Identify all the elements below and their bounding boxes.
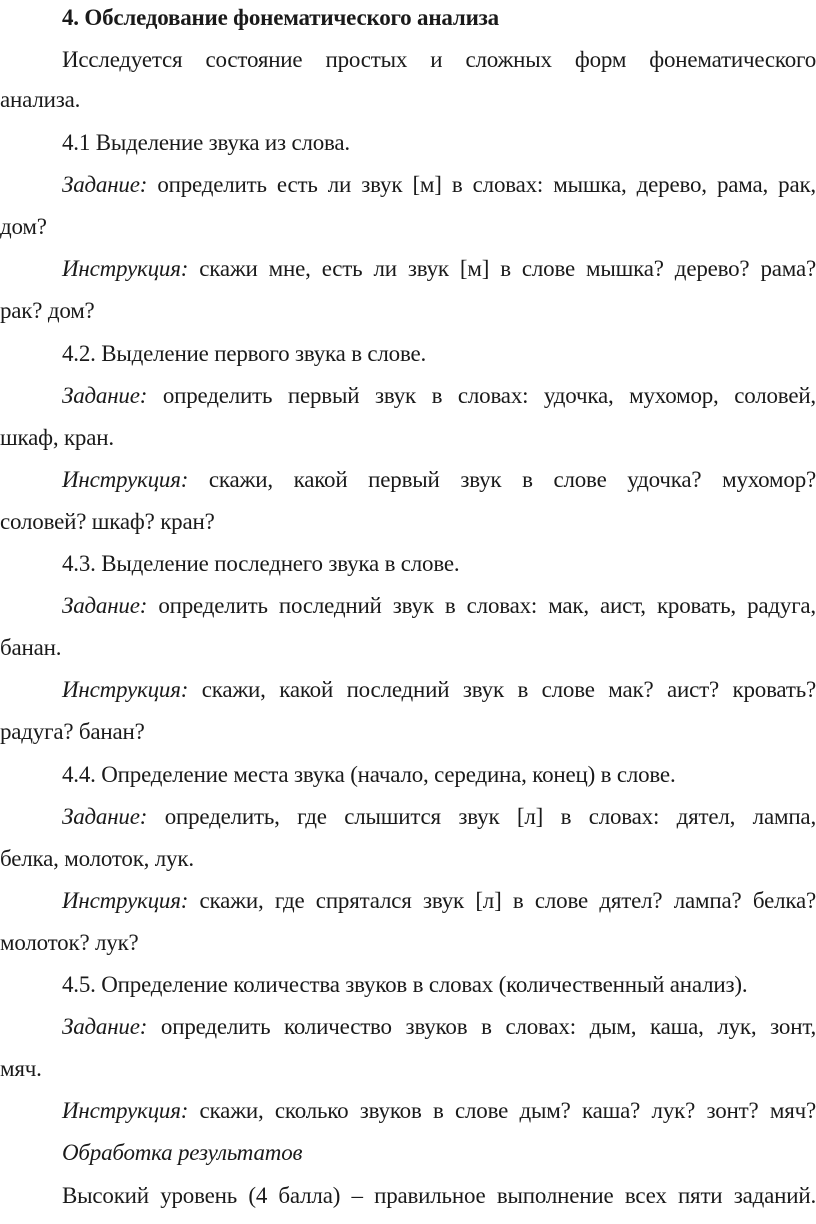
task-text: определить, где слышится звук [л] в словах: дятел, лампа, (164, 804, 816, 829)
task-text: определить количество звуков в словах: дым, каша, лук, зонт, (160, 1014, 816, 1039)
task-text: определить последний звук в словах: мак, аист, кровать, радуга, (158, 593, 816, 618)
instruction-4-4-line-1 (62, 887, 816, 915)
instruction-4-1-line-2: рак? дом? (0, 298, 95, 323)
instruction-4-3-line-2: радуга? банан? (0, 719, 145, 744)
instruction-4-1-line-1 (62, 255, 816, 283)
task-label: Задание: (62, 593, 148, 618)
task-4-1-line-1 (62, 171, 816, 199)
subsection-title-4-3: 4.3. Выделение последнего звука в слове. (62, 551, 460, 576)
instruction-4-2-line-2: соловей? шкаф? кран? (0, 509, 215, 534)
task-text: определить первый звук в словах: удочка, мухомор, соловей, (162, 383, 816, 408)
subsection-title-4-4: 4.4. Определение места звука (начало, середина, конец) в слове. (62, 762, 676, 787)
instruction-text: скажи мне, есть ли звук [м] в слове мышка? дерево? рама? (199, 256, 816, 281)
instruction-4-3-line-1 (62, 676, 816, 704)
high-level-criterion: Высокий уровень (4 балла) – правильное выполнение всех пяти заданий. (62, 1183, 816, 1208)
intro-text-line-2: анализа. (0, 87, 81, 112)
instruction-label: Инструкция: (62, 677, 189, 702)
instruction-text: скажи, какой последний звук в слове мак? аист? кровать? (201, 677, 816, 702)
task-text: определить есть ли звук [м] в словах: мышка, дерево, рама, рак, (157, 172, 816, 197)
instruction-label: Инструкция: (62, 1098, 189, 1123)
processing-results-title: Обработка результатов (62, 1140, 303, 1165)
task-4-4-line-2: белка, молоток, лук. (0, 846, 194, 871)
task-label: Задание: (62, 172, 148, 197)
task-label: Задание: (62, 1014, 148, 1039)
instruction-4-5-line-1 (62, 1097, 816, 1125)
task-4-2-line-2: шкаф, кран. (0, 425, 114, 450)
task-4-3-line-1 (62, 592, 816, 620)
task-4-1-line-2: дом? (0, 214, 47, 239)
section-heading: 4. Обследование фонематического анализа (62, 5, 499, 30)
task-4-2-line-1 (62, 382, 816, 410)
subsection-title-4-2: 4.2. Выделение первого звука в слове. (62, 341, 427, 366)
instruction-4-4-line-2: молоток? лук? (0, 930, 139, 955)
task-4-4-line-1 (62, 803, 816, 831)
instruction-label: Инструкция: (62, 888, 189, 913)
instruction-label: Инструкция: (62, 467, 189, 492)
task-4-3-line-2: банан. (0, 635, 62, 660)
intro-text-line-1: Исследуется состояние простых и сложных форм фонематического (62, 47, 816, 72)
task-4-5-line-2: мяч. (0, 1056, 42, 1081)
subsection-title-4-5: 4.5. Определение количества звуков в словах (количественный анализ). (62, 972, 748, 997)
task-label: Задание: (62, 383, 148, 408)
task-4-5-line-1 (62, 1013, 816, 1041)
instruction-text: скажи, какой первый звук в слове удочка? мухомор? (208, 467, 816, 492)
instruction-text: скажи, где спрятался звук [л] в слове дятел? лампа? белка? (199, 888, 816, 913)
instruction-label: Инструкция: (62, 256, 189, 281)
task-label: Задание: (62, 804, 148, 829)
subsection-title-4-1: 4.1 Выделение звука из слова. (62, 130, 350, 155)
instruction-4-2-line-1 (62, 466, 816, 494)
instruction-text: скажи, сколько звуков в слове дым? каша? лук? зонт? мяч? (199, 1098, 816, 1123)
